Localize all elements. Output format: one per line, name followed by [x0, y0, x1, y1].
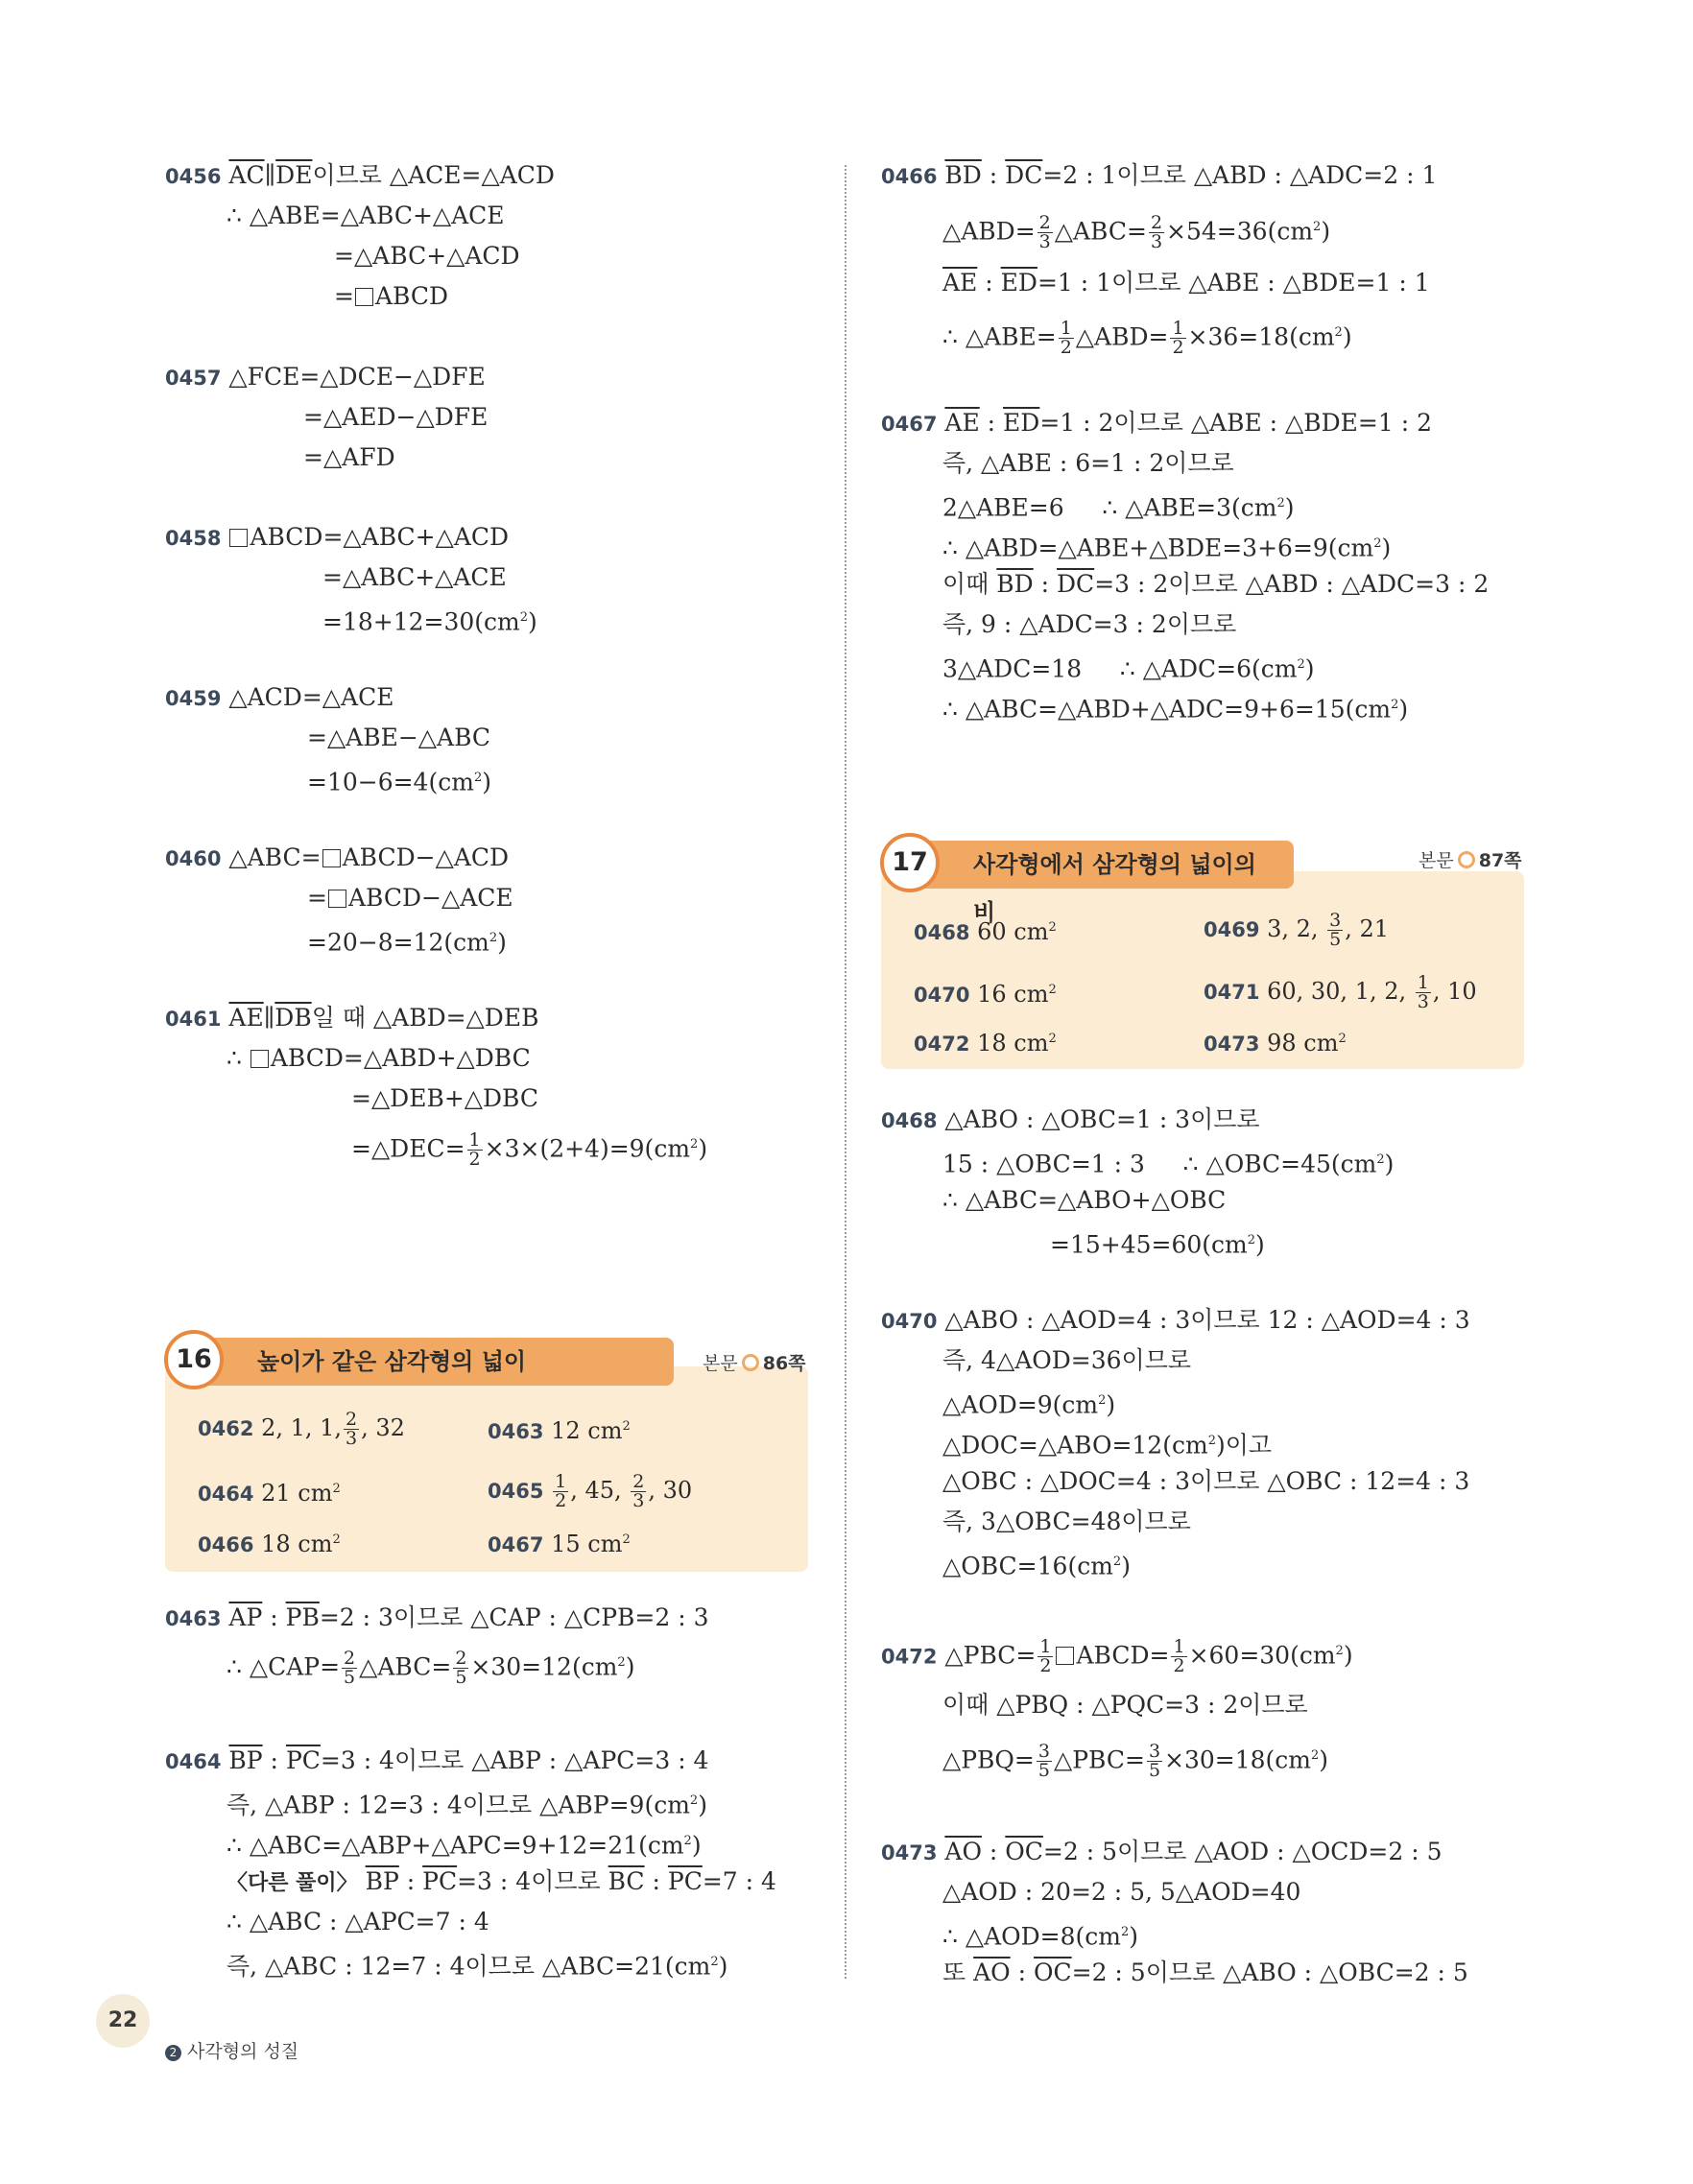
- solution-0467-line8: ∴ $\triangle ABC=\triangle ABD+\triangle ADC=9+6=15(cm^2)$: [942, 695, 1409, 724]
- square-symbol: [1056, 1647, 1074, 1665]
- answer-0464: 0464 21 $cm^2$: [198, 1480, 341, 1507]
- answer-0472: 0472 18 $cm^2$: [914, 1030, 1057, 1056]
- section-17-title: 사각형에서 삼각형의 넓이의 비: [904, 841, 1294, 889]
- answer-0468: 0468 60 $cm^2$: [914, 918, 1057, 945]
- solution-0468-line4: $=15+45=60(cm^2)$: [1050, 1230, 1265, 1259]
- page-number: 22: [96, 1994, 150, 2048]
- solution-0459-line2: =△ABE−△ABC: [307, 724, 491, 751]
- answer-0467: 0467 15 $cm^2$: [488, 1531, 631, 1557]
- solution-0467-line4: ∴ $\triangle ABD=\triangle ABE+\triangle BDE=3+6=9(cm^2)$: [942, 534, 1392, 562]
- solution-0458-line1: 0458 ABCD=△ABC+△ACD: [165, 523, 510, 551]
- solution-0472-line2: 이때 △PBQ : △PQC=3 : 2이므로: [942, 1691, 1308, 1719]
- solution-0464-line3: ∴ $\triangle ABC=\triangle ABP+\triangle APC=9+12=21(cm^2)$: [227, 1831, 702, 1860]
- circle-arrow-icon: [1458, 851, 1475, 868]
- solution-0470-line1: 0470 △ABO : △AOD=4 : 3이므로 12 : △AOD=4 : 3: [881, 1306, 1470, 1334]
- solution-0456-line1: 0456 $\overline{AC}\parallel\overline{DE}$이므로 △ACE=△ACD: [165, 161, 555, 189]
- solution-0468-line1: 0468 △ABO : △OBC=1 : 3이므로: [881, 1105, 1260, 1133]
- solution-0460-line3: $=20-8=12(cm^2)$: [307, 928, 507, 957]
- solution-0464-line4: 〈다른 풀이〉 $\overline{BP}$ : $\overline{PC}=3$ : 4이므로 $\overline{BC}$ : $\overline{PC}=7$ : 4: [227, 1867, 776, 1895]
- solution-0460-line1: 0460 △ABC= ABCD−△ACD: [165, 843, 510, 871]
- solution-0457-line2: =△AED−△DFE: [303, 403, 489, 431]
- solution-0473-line3: ∴ $\triangle AOD=8(cm^2)$: [942, 1922, 1139, 1951]
- solution-0456-line3: =△ABC+△ACD: [334, 242, 520, 270]
- solution-0473-line1: 0473 $\overline{AO}$ : $\overline{OC}=2$ : 5이므로 △AOD : △OCD=2 : 5: [881, 1838, 1443, 1865]
- section-16-title: 높이가 같은 삼각형의 넓이: [188, 1338, 674, 1386]
- answer-0465: 0465 $\frac{1}{2}$ , 45, $\frac{2}{3}$ , 30: [488, 1471, 693, 1511]
- chapter-number-badge: 2: [165, 2045, 181, 2061]
- solution-0461-line1: 0461 $\overline{AE}\parallel\overline{DB}$일 때 △ABD=△DEB: [165, 1004, 539, 1032]
- solution-0464-line6: 즉, △ABC : 12=7 : 4이므로 $\triangle ABC=21(cm^2)$: [227, 1952, 728, 1981]
- solution-0470-line6: 즉, 3△OBC=48이므로: [942, 1507, 1191, 1535]
- solution-0459-line1: 0459 △ACD=△ACE: [165, 683, 394, 711]
- solution-0461-line4: =△DEC= $\frac{1}{2}$ $\times 3\times(2+4)=9(cm^2)$: [351, 1129, 708, 1171]
- solution-0466-line1: 0466 $\overline{BD}$ : $\overline{DC}=2$ : 1이므로 △ABD : △ADC=2 : 1: [881, 161, 1438, 189]
- solution-0457-line1: 0457 △FCE=△DCE−△DFE: [165, 363, 486, 391]
- solution-0473-line2: △AOD : 20=2 : 5, 5△AOD=40: [942, 1878, 1301, 1906]
- solution-0457-line3: =△AFD: [303, 443, 395, 471]
- solution-0458-line2: =△ABC+△ACE: [322, 563, 507, 591]
- solution-0472-line1: 0472 △PBC= $\frac{1}{2}$ ABCD= $\frac{1}{2}$ $\times 60=30(cm^2)$: [881, 1636, 1353, 1677]
- solution-0463-line2: ∴ △CAP= $\frac{2}{5}$ △ABC= $\frac{2}{5}$ $\times 30=12(cm^2)$: [227, 1648, 635, 1689]
- column-divider: [845, 165, 846, 1979]
- solution-0459-line3: $=10-6=4(cm^2)$: [307, 768, 491, 796]
- solution-0463-line1: 0463 $\overline{AP}$ : $\overline{PB}=2$ : 3이므로 △CAP : △CPB=2 : 3: [165, 1603, 709, 1631]
- solution-0470-line2: 즉, 4△AOD=36이므로: [942, 1346, 1191, 1374]
- section-16-badge: 16: [164, 1330, 224, 1389]
- answer-0473: 0473 98 $cm^2$: [1204, 1030, 1347, 1056]
- circle-arrow-icon: [742, 1354, 759, 1371]
- square-symbol: [322, 849, 341, 867]
- solution-0466-line2: △ABD= $\frac{2}{3}$ △ABC= $\frac{2}{3}$ $\times 54=36(cm^2)$: [942, 212, 1331, 253]
- solution-0470-line4: $\triangle DOC=\triangle ABO=12(cm^2)$이고: [942, 1431, 1273, 1460]
- solution-0456-line4: = ABCD: [334, 282, 449, 310]
- solution-0467-line6: 즉, 9 : △ADC=3 : 2이므로: [942, 610, 1237, 638]
- solution-0458-line3: $=18+12=30(cm^2)$: [322, 607, 537, 636]
- solution-0472-line3: △PBQ= $\frac{3}{5}$ △PBC= $\frac{3}{5}$ $\times 30=18(cm^2)$: [942, 1741, 1329, 1782]
- answer-0469: 0469 3, 2, $\frac{3}{5}$ , 21: [1204, 910, 1390, 950]
- square-symbol: [229, 529, 248, 547]
- square-symbol: [355, 288, 373, 306]
- solution-0466-line4: ∴ △ABE= $\frac{1}{2}$ △ABD= $\frac{1}{2}$ $\times 36=18(cm^2)$: [942, 318, 1352, 359]
- solution-0460-line2: = ABCD−△ACE: [307, 884, 513, 912]
- answer-0470: 0470 16 $cm^2$: [914, 981, 1057, 1008]
- solution-0470-line7: $\triangle OBC=16(cm^2)$: [942, 1552, 1131, 1580]
- solution-0456-line2: ∴ △ABE=△ABC+△ACE: [227, 202, 505, 229]
- chapter-title: 사각형의 성질: [187, 2041, 299, 2062]
- solution-0468-line2: 15 : △OBC=1 : 3 ∴ $\triangle OBC=45(cm^2)$: [942, 1150, 1395, 1178]
- other-solution-label: 〈다른 풀이〉: [227, 1871, 358, 1895]
- solution-0464-line1: 0464 $\overline{BP}$ : $\overline{PC}=3$ : 4이므로 △ABP : △APC=3 : 4: [165, 1746, 709, 1774]
- solution-0467-line1: 0467 $\overline{AE}$ : $\overline{ED}=1$ : 2이므로 △ABE : △BDE=1 : 2: [881, 409, 1433, 437]
- solution-0461-line3: =△DEB+△DBC: [351, 1084, 539, 1112]
- section-17-page-ref: 본문 87쪽: [1419, 850, 1522, 871]
- solution-0464-line5: ∴ △ABC : △APC=7 : 4: [227, 1908, 489, 1935]
- solution-0467-line7: 3△ADC=18 ∴ $\triangle ADC=6(cm^2)$: [942, 654, 1315, 683]
- solution-0470-line3: $\triangle AOD=9(cm^2)$: [942, 1390, 1116, 1419]
- section-16-page-ref: 본문 86쪽: [703, 1353, 806, 1374]
- solution-0461-line2: ∴ ABCD=△ABD+△DBC: [227, 1044, 531, 1072]
- answer-0471: 0471 60, 30, 1, 2, $\frac{1}{3}$ , 10: [1204, 972, 1477, 1012]
- solution-0470-line5: △OBC : △DOC=4 : 3이므로 △OBC : 12=4 : 3: [942, 1467, 1470, 1495]
- chapter-label: [165, 2037, 298, 2063]
- section-17-badge: 17: [880, 833, 940, 892]
- square-symbol: [328, 890, 346, 908]
- solution-0467-line3: 2△ABE=6 ∴ $\triangle ABE=3(cm^2)$: [942, 493, 1295, 522]
- answer-0462: 0462 2, 1, 1, $\frac{2}{3}$ , 32: [198, 1409, 405, 1449]
- solution-0467-line5: 이때 $\overline{BD}$ : $\overline{DC}=3$ : 2이므로 △ABD : △ADC=3 : 2: [942, 570, 1490, 598]
- fraction: $\frac{1}{2}$: [468, 1129, 481, 1171]
- solution-0467-line2: 즉, △ABE : 6=1 : 2이므로: [942, 449, 1234, 477]
- solution-0466-line3: $\overline{AE}$ : $\overline{ED}=1$ : 1이므로 △ABE : △BDE=1 : 1: [942, 269, 1430, 297]
- answer-0466: 0466 18 $cm^2$: [198, 1531, 341, 1557]
- answer-0463: 0463 12 $cm^2$: [488, 1417, 631, 1444]
- square-symbol: [250, 1050, 269, 1068]
- solution-0464-line2: 즉, △ABP : 12=3 : 4이므로 $\triangle ABP=9(cm^2)$: [227, 1791, 707, 1819]
- solution-0473-line4: 또 $\overline{AO}$ : $\overline{OC}=2$ : 5이므로 △ABO : △OBC=2 : 5: [942, 1958, 1468, 1986]
- solution-0468-line3: ∴ △ABC=△ABO+△OBC: [942, 1186, 1227, 1214]
